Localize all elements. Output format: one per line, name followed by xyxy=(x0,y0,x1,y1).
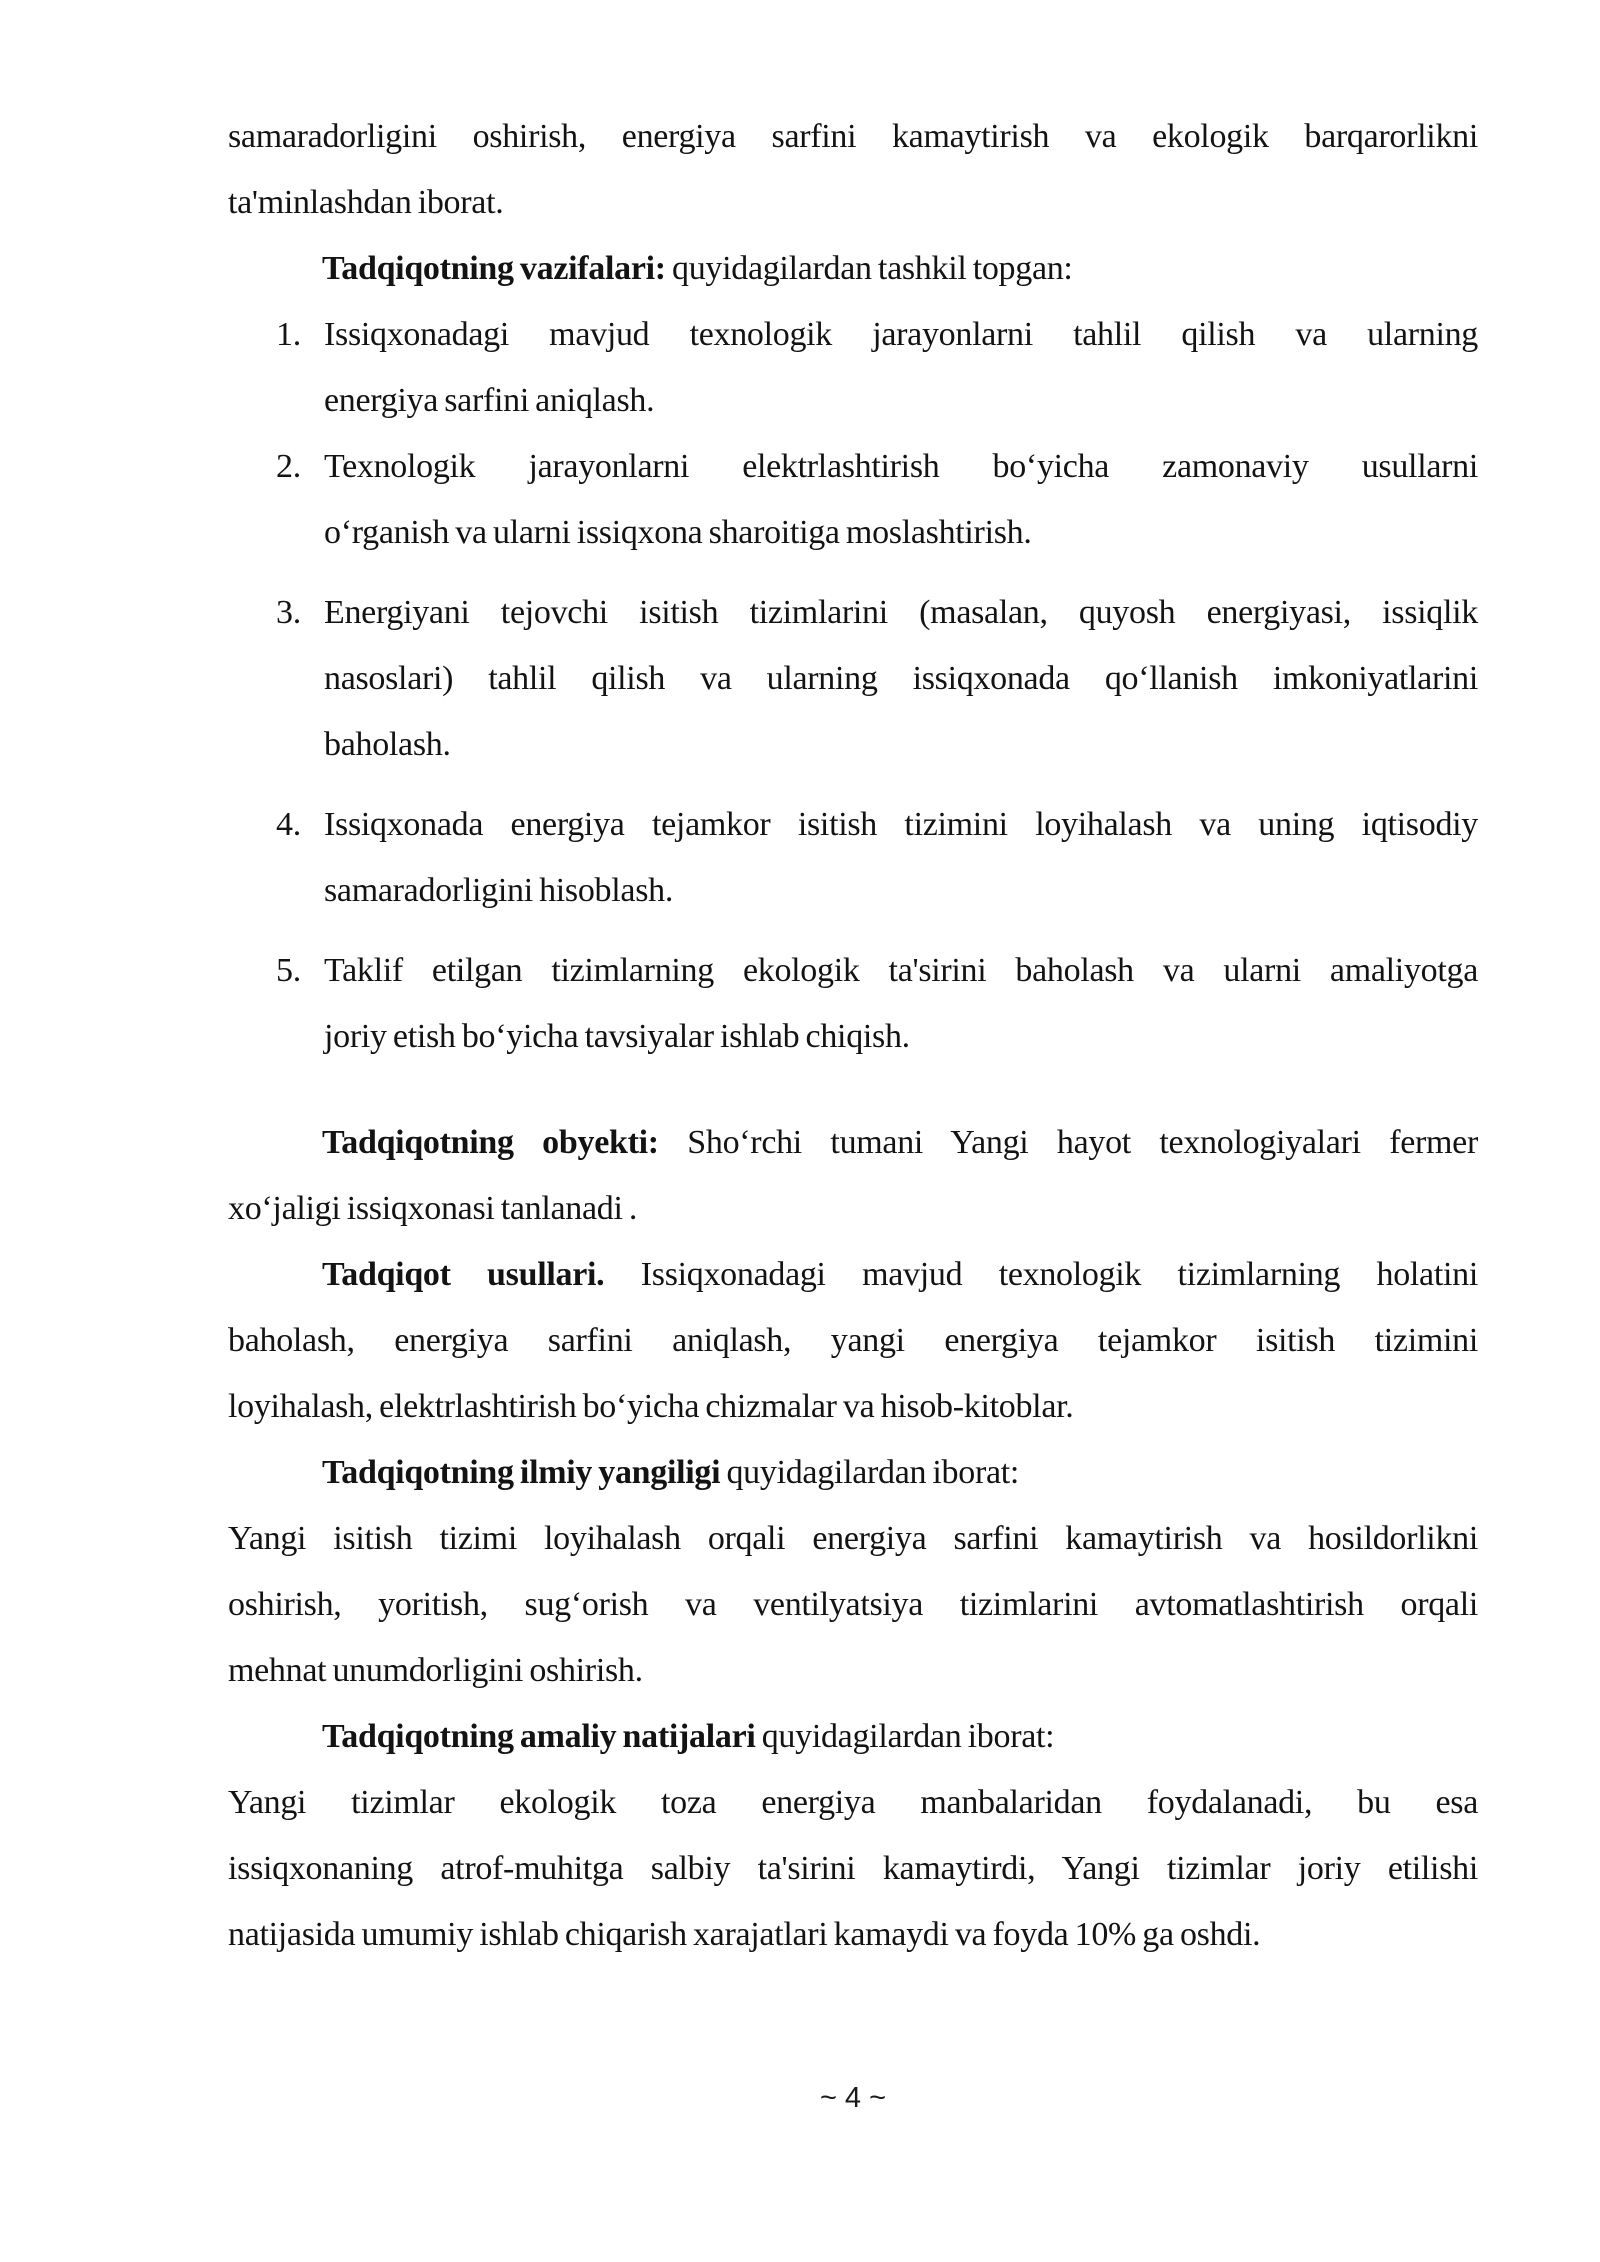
task-number: 1. xyxy=(276,316,301,353)
text-line: Taklif etilgan tizimlarning ekologik ta'sirini baholash va ularni amaliyotga xyxy=(324,952,1478,989)
text-line: Yangi tizimlar ekologik toza energiya manbalaridan foydalanadi, bu esa xyxy=(228,1784,1478,1821)
text-line: Energiyani tejovchi isitish tizimlarini (masalan, quyosh energiyasi, issiqlik xyxy=(324,594,1478,631)
task-item-4 xyxy=(228,792,1478,924)
task-item-5 xyxy=(228,938,1478,1070)
lead-rest: Issiqxonadagi mavjud texnologik tizimlarning holatini xyxy=(604,1256,1478,1293)
text-line: xoʻjaligi issiqxonasi tanlanadi . xyxy=(228,1190,638,1227)
text-line: loyihalash, elektrlashtirish boʻyicha chizmalar va hisob-kitoblar. xyxy=(228,1388,1074,1425)
bold-lead: Tadqiqotning obyekti: xyxy=(322,1124,659,1161)
paragraph-amaliy-body xyxy=(228,1770,1478,1968)
text-line: issiqxonaning atrof-muhitga salbiy ta'sirini kamaytirdi, Yangi tizimlar joriy etilishi xyxy=(228,1850,1478,1887)
heading-rest: quyidagilardan iborat: xyxy=(755,1718,1055,1755)
text-line: baholash. xyxy=(324,726,451,763)
text-line: Issiqxonada energiya tejamkor isitish tizimini loyihalash va uning iqtisodiy xyxy=(324,806,1478,843)
task-number: 4. xyxy=(276,806,301,843)
bold-lead: Tadqiqot usullari. xyxy=(322,1256,605,1293)
task-number: 3. xyxy=(276,594,301,631)
text-content xyxy=(228,104,1478,1968)
text-line: samaradorligini hisoblash. xyxy=(324,872,674,909)
text-line: nasoslari) tahlil qilish va ularning issiqxonada qoʻllanish imkoniyatlarini xyxy=(324,660,1478,697)
text-line: natijasida umumiy ishlab chiqarish xarajatlari kamaydi va foyda 10% ga oshdi. xyxy=(228,1916,1261,1953)
bold-lead: Tadqiqotning ilmiy yangiligi xyxy=(322,1454,721,1491)
text-line: oʻrganish va ularni issiqxona sharoitiga moslashtirish. xyxy=(324,514,1032,551)
text-line: Issiqxonadagi mavjud texnologik jarayonlarni tahlil qilish va ularning xyxy=(324,316,1478,353)
text-line: ta'minlashdan iborat. xyxy=(228,184,504,221)
text-line xyxy=(228,1242,1478,1308)
lead-rest: Shoʻrchi tumani Yangi hayot texnologiyalari fermer xyxy=(658,1124,1478,1161)
text-line: oshirish, yoritish, sugʻorish va ventilyatsiya tizimlarini avtomatlashtirish orqali xyxy=(228,1586,1478,1623)
paragraph-ilmiy-body xyxy=(228,1506,1478,1704)
task-number: 2. xyxy=(276,448,301,485)
task-item-1 xyxy=(228,302,1478,434)
text-line: mehnat unumdorligini oshirish. xyxy=(228,1652,643,1689)
text-line: baholash, energiya sarfini aniqlash, yangi energiya tejamkor isitish tizimini xyxy=(228,1322,1478,1359)
text-line: Yangi isitish tizimi loyihalash orqali energiya sarfini kamaytirish va hosildorlikni xyxy=(228,1520,1478,1557)
paragraph-obyekti xyxy=(228,1110,1478,1242)
text-line xyxy=(228,1110,1478,1176)
bold-lead: Tadqiqotning amaliy natijalari xyxy=(322,1718,756,1755)
text-line: joriy etish boʻyicha tavsiyalar ishlab chiqish. xyxy=(324,1018,910,1055)
heading-amaliy-natijalari xyxy=(228,1704,1478,1770)
text-line: Texnologik jarayonlarni elektrlashtirish boʻyicha zamonaviy usullarni xyxy=(324,448,1478,485)
task-list xyxy=(228,302,1478,1070)
text-line: samaradorligini oshirish, energiya sarfini kamaytirish va ekologik barqarorlikni xyxy=(228,118,1478,155)
heading-ilmiy-yangiligi xyxy=(228,1440,1478,1506)
task-item-2 xyxy=(228,434,1478,566)
heading-rest: quyidagilardan tashkil topgan: xyxy=(665,250,1073,287)
bold-lead: Tadqiqotning vazifalari: xyxy=(322,250,666,287)
task-item-3 xyxy=(228,580,1478,778)
paragraph-usullari xyxy=(228,1242,1478,1440)
paragraph-intro xyxy=(228,104,1478,236)
task-number: 5. xyxy=(276,952,301,989)
heading-rest: quyidagilardan iborat: xyxy=(720,1454,1020,1491)
page-number-footer: ~ 4 ~ xyxy=(819,2082,887,2114)
heading-tasks xyxy=(228,236,1478,302)
text-line: energiya sarfini aniqlash. xyxy=(324,382,655,419)
